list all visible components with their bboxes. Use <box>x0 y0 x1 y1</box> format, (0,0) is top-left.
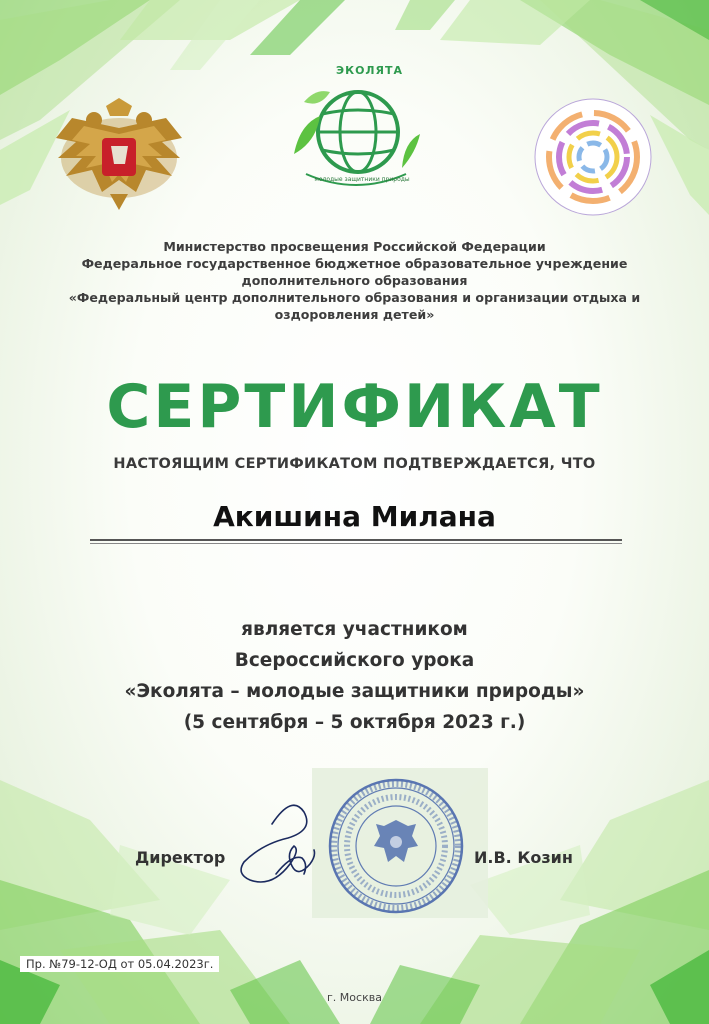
org-line-5: оздоровления детей» <box>274 307 435 322</box>
body-line-1: является участником <box>241 619 468 640</box>
body-line-4: (5 сентября – 5 октября 2023 г.) <box>183 712 526 733</box>
recipient-underline-secondary <box>90 543 622 544</box>
body-line-3: «Эколята – молодые защитники природы» <box>124 681 585 702</box>
organization-header <box>0 238 709 323</box>
coat-of-arms-emblem <box>52 98 186 216</box>
ekolyata-logo-text: ЭКОЛЯТА <box>336 64 404 77</box>
certificate-subtitle: НАСТОЯЩИМ СЕРТИФИКАТОМ ПОДТВЕРЖДАЕТСЯ, ЧТО <box>113 456 596 472</box>
org-line-3: дополнительного образования <box>241 273 468 288</box>
federal-center-logo <box>532 96 654 218</box>
city-label: г. Москва <box>327 991 382 1004</box>
recipient-underline <box>90 539 622 541</box>
handwritten-signature <box>232 794 342 890</box>
body-line-2: Всероссийского урока <box>234 650 475 671</box>
ekolyata-logo-subtext: молодые защитники природы <box>314 176 410 183</box>
org-line-2: Федеральное государственное бюджетное образовательное учреждение <box>81 256 628 271</box>
org-line-1: Министерство просвещения Российской Федерации <box>163 239 546 254</box>
recipient-name: Акишина Милана <box>213 500 496 533</box>
director-name: И.В. Козин <box>474 848 573 867</box>
certificate-title: СЕРТИФИКАТ <box>106 372 603 442</box>
director-label: Директор <box>135 848 226 867</box>
certificate-body <box>0 614 709 738</box>
official-stamp <box>322 776 470 916</box>
order-number: Пр. №79-12-ОД от 05.04.2023г. <box>20 956 219 972</box>
org-line-4: «Федеральный центр дополнительного образования и организации отдыха и <box>68 290 641 305</box>
ekolyata-logo <box>286 62 426 194</box>
